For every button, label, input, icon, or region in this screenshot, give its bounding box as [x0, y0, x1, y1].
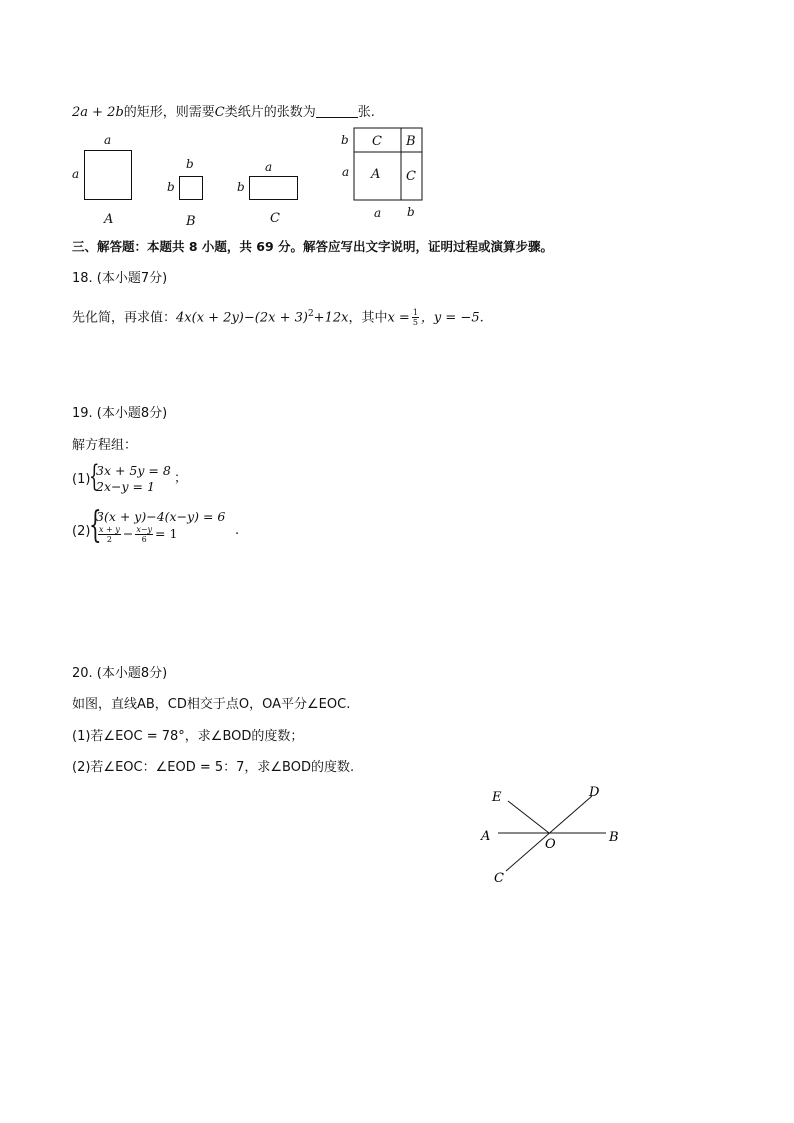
card-b-name: B — [186, 214, 196, 229]
q19-part2-minus: − — [122, 526, 134, 541]
card-c-top-label: a — [265, 160, 273, 174]
card-c-side-label: b — [237, 180, 245, 194]
card-a-side-label: a — [72, 167, 80, 181]
q19-part2-eq2 — [96, 525, 177, 544]
q19-part2-rhs: = 1 — [155, 526, 178, 541]
q19-part1-end: ； — [174, 471, 188, 486]
grid-bottom-a-label: a — [374, 206, 382, 220]
label-D: D — [589, 785, 600, 800]
q19-header: 19. (本小题8分) — [72, 406, 168, 421]
lines-figure — [470, 775, 640, 895]
q20-part2: (2)若∠EOC：∠EOD = 5：7，求∠BOD的度数. — [72, 760, 355, 775]
grid-left-a-label: a — [342, 165, 350, 179]
label-A: A — [481, 829, 491, 844]
card-b-square — [179, 176, 203, 200]
grid-cell-top-left: C — [372, 134, 382, 149]
q18-x-var: x = — [387, 310, 410, 326]
q19-part1-label: (1) — [72, 472, 91, 487]
q17-variable: C — [214, 105, 225, 120]
card-c-rect — [249, 176, 298, 200]
q18-header: 18. (本小题7分) — [72, 271, 168, 286]
card-c-name: C — [270, 211, 280, 226]
card-a-square — [84, 150, 132, 200]
composite-grid — [350, 125, 430, 205]
q19-prompt: 解方程组： — [72, 438, 138, 453]
q19-part1-eq2: 2x−y = 1 — [96, 479, 155, 494]
card-a-name: A — [104, 212, 114, 227]
grid-cell-bottom-right: C — [406, 169, 416, 184]
q17-text-2: 类纸片的张数为 — [224, 105, 316, 120]
q20-intro: 如图，直线AB，CD相交于点O，OA平分∠EOC. — [72, 697, 351, 712]
q17-expression: 2a + 2b — [72, 105, 124, 120]
ray-OE — [508, 801, 549, 833]
grid-cell-bottom-left: A — [371, 167, 381, 182]
q19-part2-eq1: 3(x + y)−4(x−y) = 6 — [96, 509, 226, 524]
grid-left-b-label: b — [341, 133, 349, 147]
card-b-side-label: b — [167, 180, 175, 194]
label-E: E — [492, 790, 502, 805]
q19-part2-frac1: $\frac{x + y}{2}$ — [99, 525, 120, 544]
grid-bottom-b-label: b — [407, 205, 415, 219]
q17-line — [72, 105, 375, 121]
section-heading: 三、解答题：本题共 8 小题，共 69 分。解答应写出文字说明，证明过程或演算步骤。 — [72, 239, 554, 254]
answer-blank[interactable] — [316, 105, 358, 118]
q18-where: ，其中 — [348, 310, 388, 326]
card-a-top-label: a — [104, 133, 112, 147]
label-B: B — [609, 830, 619, 845]
q19-part2-end: . — [235, 523, 240, 538]
card-b-top-label: b — [186, 157, 194, 171]
q18-body — [72, 306, 484, 327]
q18-x-fraction: $\frac{1}{5}$ — [412, 308, 418, 328]
q19-part1-brace: { — [89, 459, 100, 494]
q18-expression: 4x(x + 2y)−(2x + 3) — [176, 310, 308, 326]
label-O: O — [545, 837, 556, 852]
q18-y-part: ，y = −5. — [420, 310, 484, 326]
q18-expression-tail: +12x — [313, 310, 349, 326]
q19-part2-frac2: $\frac{x-y}{6}$ — [136, 525, 153, 544]
q20-part1: (1)若∠EOC = 78°，求∠BOD的度数； — [72, 729, 304, 744]
q19-part2-brace: { — [89, 505, 102, 546]
q19-part1-eq1: 3x + 5y = 8 — [96, 463, 171, 478]
q18-power: 2 — [307, 309, 314, 319]
q19-part2-label: (2) — [72, 524, 91, 539]
q20-header: 20. (本小题8分) — [72, 666, 168, 681]
label-C: C — [494, 871, 504, 886]
q17-text-1: 的矩形，则需要 — [123, 105, 215, 120]
q17-tail: 张. — [357, 105, 375, 120]
grid-cell-top-right: B — [406, 134, 416, 149]
q18-prefix: 先化简，再求值： — [72, 310, 177, 326]
